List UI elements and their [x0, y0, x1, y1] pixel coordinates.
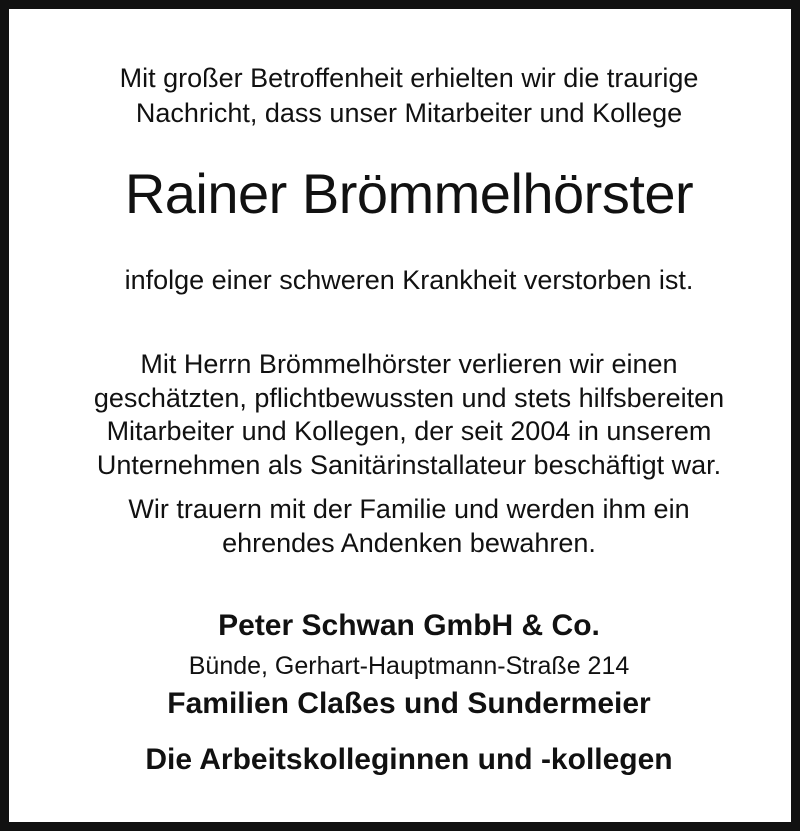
intro-line: Nachricht, dass unser Mitarbeiter und Kollege: [135, 98, 683, 128]
company-name: Peter Schwan GmbH & Co.: [218, 609, 600, 642]
cause-of-death-text: infolge einer schweren Krankheit verstorben ist.: [124, 265, 694, 295]
company-address: Bünde, Gerhart-Hauptmann-Straße 214: [188, 652, 630, 680]
tribute-line: geschätzten, pflichtbewussten und stets hilfsbereiten: [93, 382, 725, 413]
intro-line: Mit großer Betroffenheit erhielten wir die traurige: [119, 63, 699, 93]
condolence-text: [9, 493, 800, 560]
tribute-line: Unternehmen als Sanitärinstallateur beschäftigt war.: [96, 449, 722, 480]
condolence-line: ehrendes Andenken bewahren.: [222, 527, 596, 558]
tribute-line: Mitarbeiter und Kollegen, der seit 2004 in unserem: [106, 416, 712, 446]
tribute-text: [9, 348, 800, 482]
families-signature: Familien Claßes und Sundermeier: [167, 687, 651, 720]
condolence-line: Wir trauern mit der Familie und werden ihm ein: [128, 494, 690, 524]
colleagues-signature: Die Arbeitskolleginnen und -kollegen: [145, 743, 673, 776]
intro-text: [9, 61, 800, 131]
deceased-name: Rainer Brömmelhörster: [124, 162, 694, 225]
tribute-line: Mit Herrn Brömmelhörster verlieren wir einen: [140, 349, 678, 379]
